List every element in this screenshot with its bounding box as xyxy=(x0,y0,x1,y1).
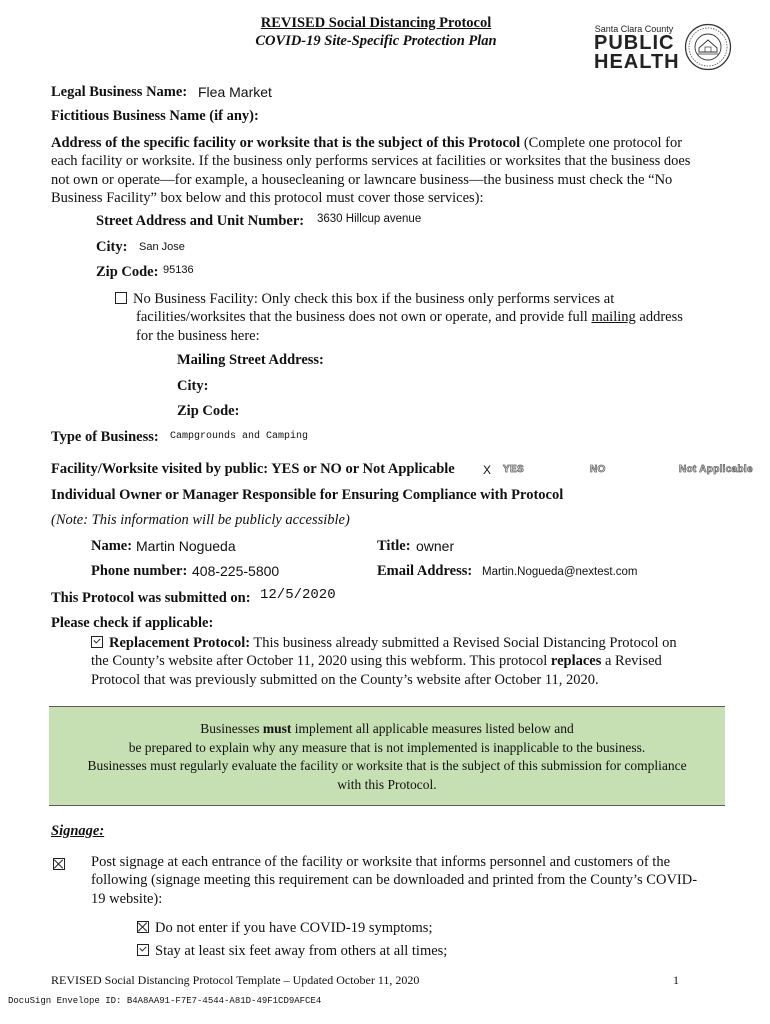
email-address-value[interactable]: Martin.Nogueda@nextest.com xyxy=(482,566,638,578)
notice-line3: Businesses must regularly evaluate the facility or worksite that is the subject of this submission for compliance xyxy=(87,758,687,773)
address-note-line4: Business Facility” box below and this protocol must cover those services): xyxy=(51,189,484,206)
replacement-protocol-option xyxy=(91,634,741,689)
owner-section-heading: Individual Owner or Manager Responsible for Ensuring Compliance with Protocol xyxy=(51,487,564,503)
name-value[interactable]: Martin Nogueda xyxy=(136,538,236,554)
notice-line1c: implement all applicable measures listed below and xyxy=(291,721,574,736)
notice-must: must xyxy=(262,721,292,736)
address-note-line1: (Complete one protocol for xyxy=(520,135,683,151)
replacement-line2a: the County’s website after October 11, 2020 using this webform. This protocol xyxy=(91,653,551,670)
logo-county-text: Santa Clara County xyxy=(594,24,674,34)
signage-item-symptoms xyxy=(137,920,432,937)
title-label: Title: xyxy=(377,538,411,554)
option-not-applicable[interactable]: Not Applicable xyxy=(679,464,753,475)
street-address-label: Street Address and Unit Number: xyxy=(96,213,305,229)
address-note-line2: each facility or worksite. If the business only performs services at facilities or worksites that the business does xyxy=(51,153,691,170)
owner-public-note: (Note: This information will be publicly accessible) xyxy=(51,512,350,528)
submitted-on-label: This Protocol was submitted on: xyxy=(51,590,251,606)
no-facility-line2: facilities/worksites that the business does not own or operate, and provide full xyxy=(136,309,588,326)
no-business-facility-checkbox[interactable] xyxy=(115,292,127,304)
legal-business-name-value[interactable]: Flea Market xyxy=(198,84,272,100)
legal-business-name-label: Legal Business Name: xyxy=(51,84,188,100)
signage-heading: Signage: xyxy=(51,823,105,839)
zip-code-value[interactable]: 95136 xyxy=(163,264,194,276)
replacement-line3: Protocol that was previously submitted on the County’s website after October 11, 2020. xyxy=(91,671,599,688)
signage-item-distance xyxy=(137,943,447,960)
docusign-envelope-id: DocuSign Envelope ID: B4A8AA91-F7E7-4544-A81D-49F1CD9AFCE4 xyxy=(8,996,322,1006)
zip-code-label: Zip Code: xyxy=(96,264,159,280)
check-if-applicable-label: Please check if applicable: xyxy=(51,615,214,631)
address-instructions xyxy=(51,134,751,207)
footer-template-text: REVISED Social Distancing Protocol Template – Updated October 11, 2020 xyxy=(51,973,420,987)
document-subtitle: COVID-19 Site-Specific Protection Plan xyxy=(255,33,497,49)
distance-checkbox[interactable] xyxy=(137,944,149,956)
email-address-label: Email Address: xyxy=(377,563,473,579)
footer-page-number: 1 xyxy=(673,973,679,987)
mailing-city-label: City: xyxy=(177,378,209,394)
replacement-replaces: replaces xyxy=(550,653,602,670)
address-note-line3: not own or operate—for example, a housecleaning or lawncare business—the business must check the “No xyxy=(51,171,673,188)
no-facility-line3: for the business here: xyxy=(136,327,260,344)
type-of-business-value[interactable]: Campgrounds and Camping xyxy=(170,431,309,442)
signage-item2-text: Stay at least six feet away from others at all times; xyxy=(155,943,448,959)
option-yes[interactable]: YES xyxy=(503,464,524,475)
visited-selection-mark: X xyxy=(483,463,492,477)
replacement-line2c: a Revised xyxy=(601,653,662,670)
signage-line2: following (signage meeting this requirement can be downloaded and printed from the County’s COVID- xyxy=(91,872,698,889)
public-health-logo xyxy=(594,24,680,73)
signage-line3: 19 website): xyxy=(91,890,163,907)
document-title: REVISED Social Distancing Protocol xyxy=(260,15,492,31)
no-facility-address: address xyxy=(635,309,683,326)
visited-by-public-label: Facility/Worksite visited by public: YES or NO or Not Applicable xyxy=(51,461,455,477)
city-value[interactable]: San Jose xyxy=(139,241,185,253)
signage-line1: Post signage at each entrance of the facility or worksite that informs personnel and customers of the xyxy=(91,854,671,870)
no-facility-mailing: mailing xyxy=(591,309,636,326)
no-business-facility-option xyxy=(115,290,755,345)
no-facility-line1: No Business Facility: Only check this box if the business only performs services at xyxy=(133,291,615,307)
title-value[interactable]: owner xyxy=(416,538,455,554)
type-of-business-label: Type of Business: xyxy=(51,429,159,445)
replacement-protocol-checkbox[interactable] xyxy=(91,636,103,648)
phone-number-value[interactable]: 408-225-5800 xyxy=(192,563,280,579)
signage-instructions xyxy=(91,853,741,908)
logo-health-text: HEALTH xyxy=(594,51,680,73)
address-label: Address of the specific facility or worksite that is the subject of this Protocol xyxy=(51,135,521,151)
symptoms-checkbox[interactable] xyxy=(137,921,149,933)
city-label: City: xyxy=(96,239,128,255)
replacement-line1: This business already submitted a Revised Social Distancing Protocol on xyxy=(250,635,677,651)
option-no[interactable]: NO xyxy=(590,464,606,475)
logo-public-text: PUBLIC xyxy=(594,32,675,54)
signage-item1-text: Do not enter if you have COVID-19 symptoms; xyxy=(155,920,433,936)
mailing-street-label: Mailing Street Address: xyxy=(177,352,324,368)
submitted-on-value[interactable]: 12/5/2020 xyxy=(260,587,336,603)
fictitious-name-label: Fictitious Business Name (if any): xyxy=(51,108,259,124)
mailing-zip-label: Zip Code: xyxy=(177,403,240,419)
notice-line1a: Businesses xyxy=(200,721,263,736)
notice-line2: be prepared to explain why any measure that is not implemented is inapplicable to the business. xyxy=(128,739,646,755)
compliance-notice-box xyxy=(49,706,725,806)
county-seal-icon xyxy=(684,23,732,71)
replacement-protocol-bold: Replacement Protocol: xyxy=(109,635,251,651)
name-label: Name: xyxy=(91,538,133,554)
signage-main-checkbox[interactable] xyxy=(53,858,65,870)
phone-number-label: Phone number: xyxy=(91,563,188,579)
street-address-value[interactable]: 3630 Hillcup avenue xyxy=(317,213,422,225)
notice-line4: with this Protocol. xyxy=(337,776,437,792)
